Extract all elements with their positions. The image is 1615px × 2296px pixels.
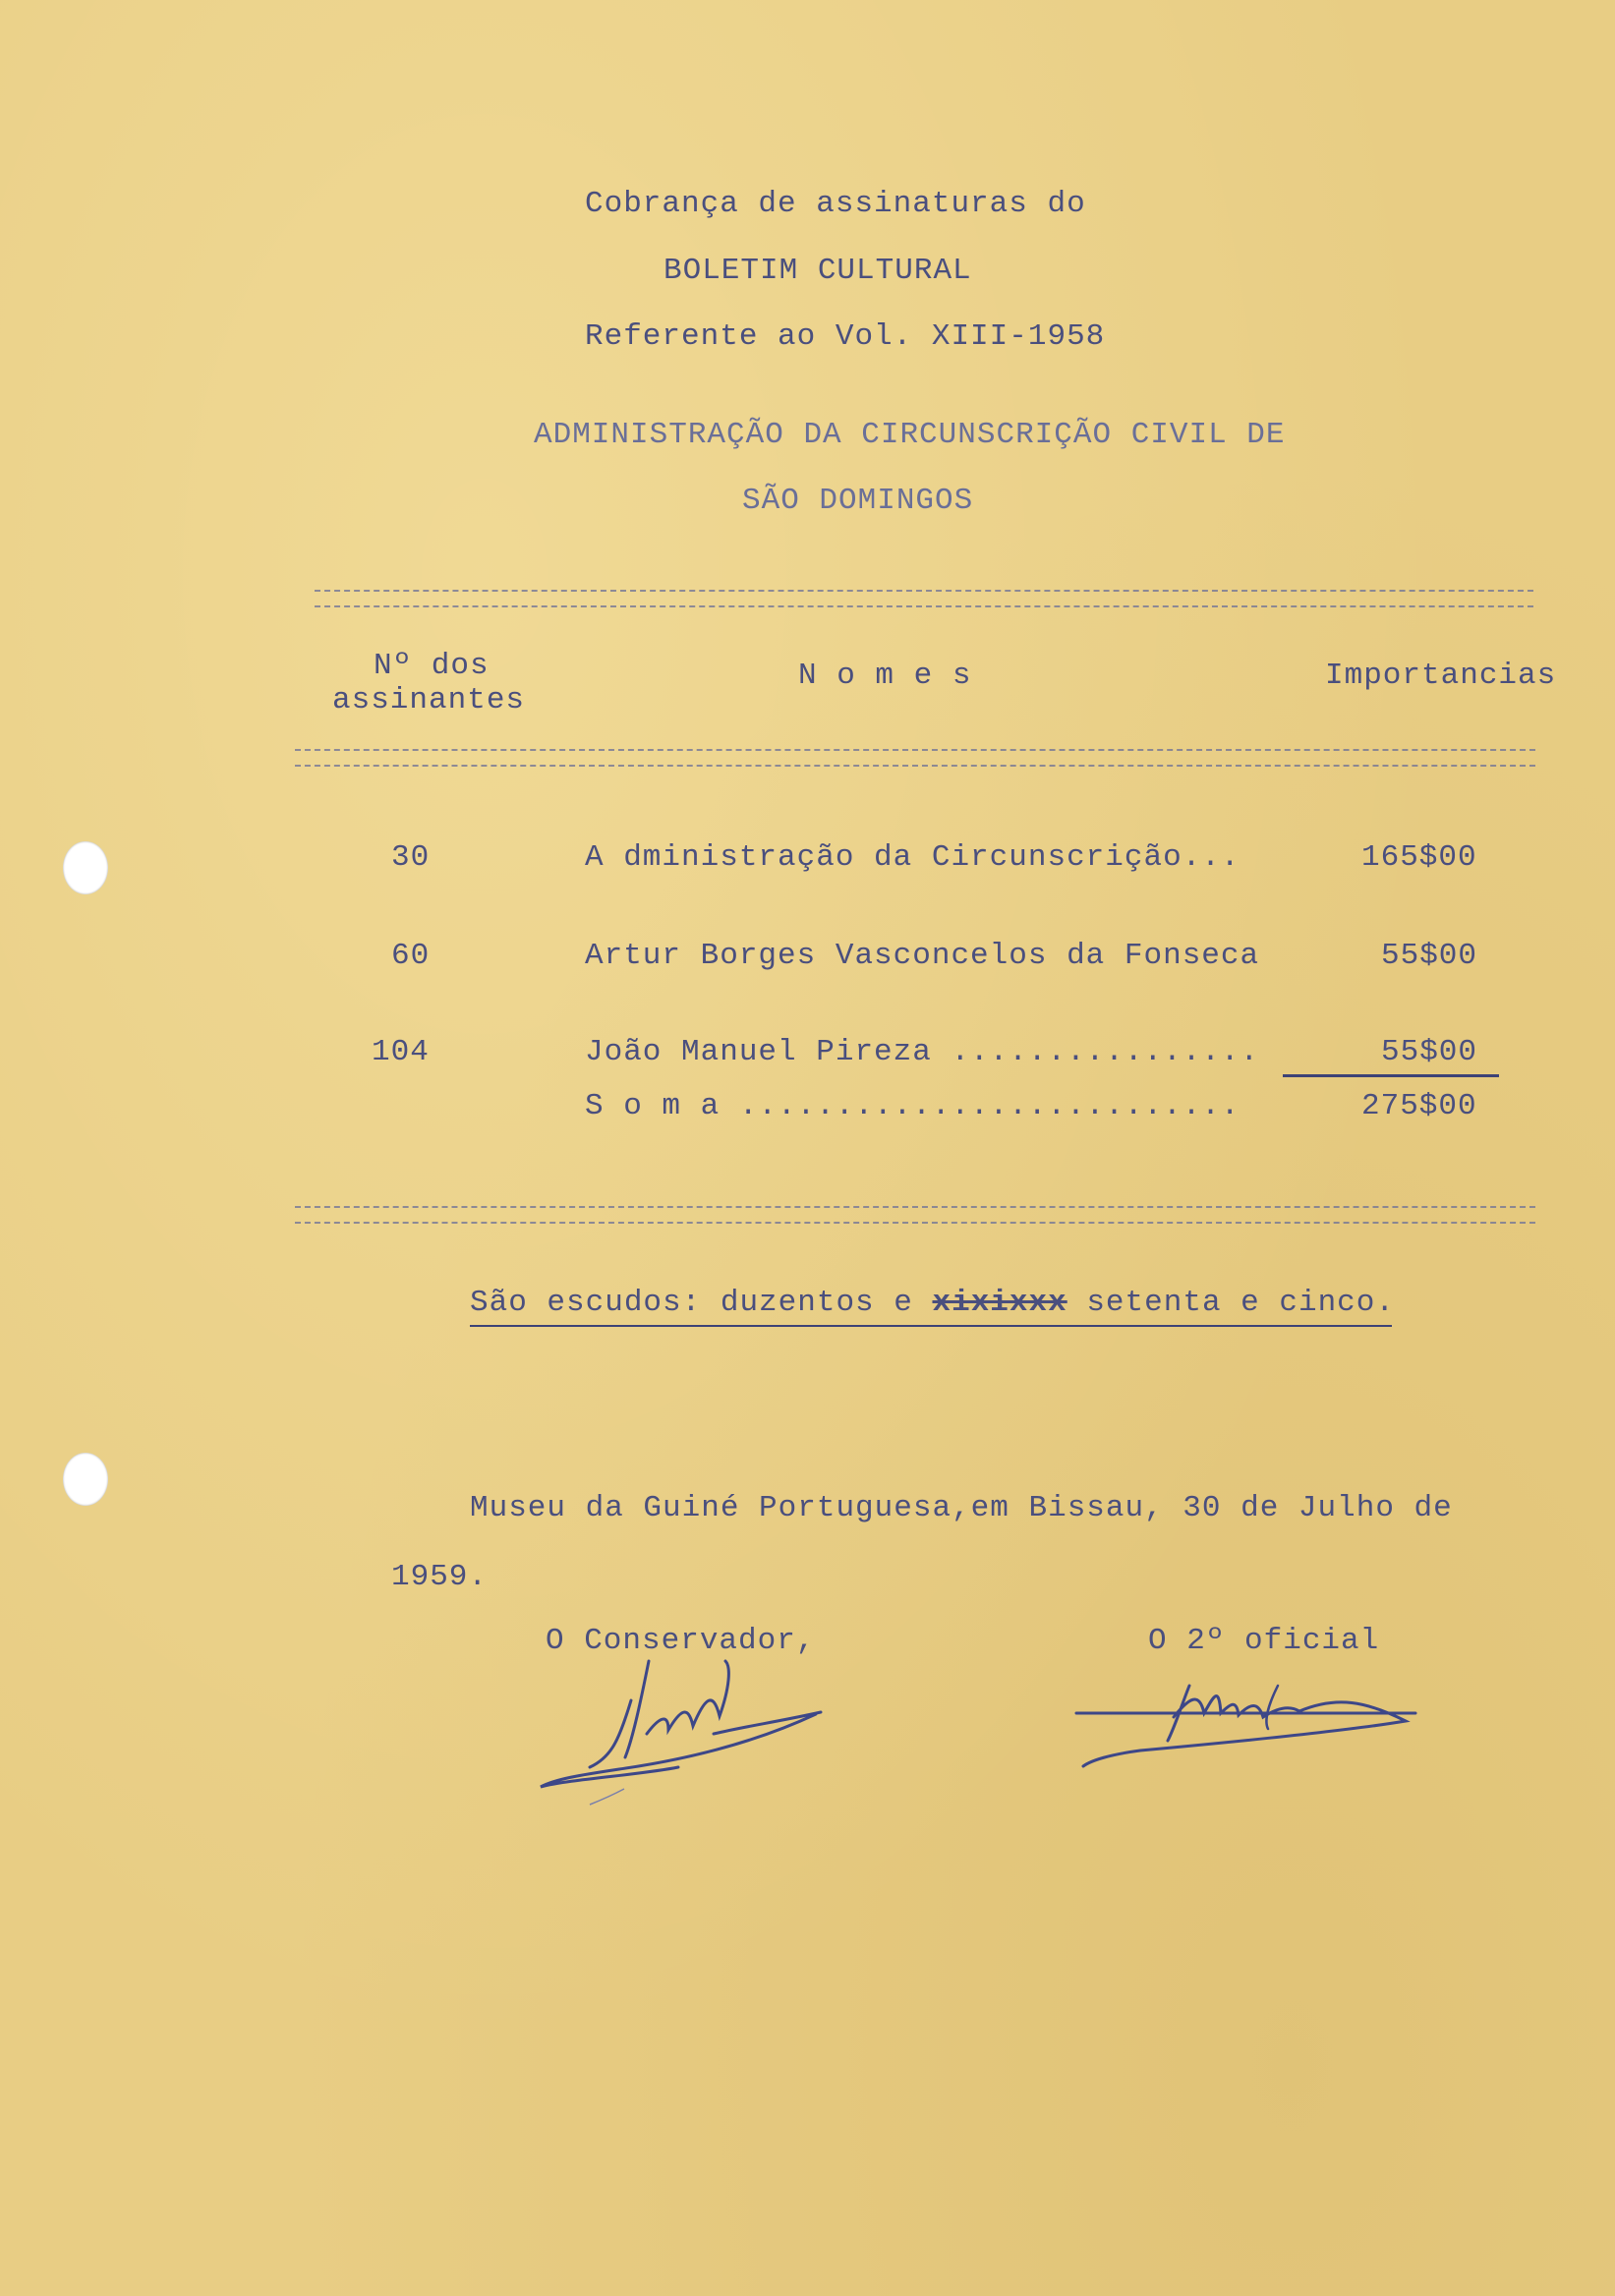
row-number: 60 — [391, 939, 431, 973]
row-number: 104 — [372, 1035, 430, 1069]
separator-header — [295, 749, 1535, 767]
right-signature-scribble — [1071, 1656, 1425, 1784]
row-name: Artur Borges Vasconcelos da Fonseca — [585, 939, 1260, 973]
row-name: A dministração da Circunscrição... — [585, 840, 1240, 875]
row-name: João Manuel Pireza ................ — [585, 1035, 1260, 1069]
header-line-2: BOLETIM CULTURAL — [663, 254, 972, 288]
total-underline — [1283, 1074, 1499, 1077]
total-amount: 275$00 — [1361, 1089, 1477, 1123]
row-amount: 55$00 — [1381, 939, 1478, 973]
punch-hole-top — [63, 841, 108, 894]
amount-words-part-2: setenta e cinco. — [1086, 1286, 1395, 1320]
amount-words-struck: xixixxx — [932, 1286, 1067, 1320]
header-line-3: Referente ao Vol. XIII-1958 — [585, 319, 1106, 354]
col-header-amount: Importancias — [1325, 659, 1557, 693]
col-header-number-1: Nº dos — [374, 649, 490, 683]
separator-bottom — [295, 1206, 1535, 1224]
row-amount: 55$00 — [1381, 1035, 1478, 1069]
left-signature-scribble — [531, 1632, 826, 1808]
row-amount: 165$00 — [1361, 840, 1477, 875]
amount-in-words — [470, 1286, 1395, 1320]
right-signature-title: O 2º oficial — [1148, 1624, 1380, 1658]
punch-hole-bottom — [63, 1453, 108, 1506]
date-year: 1959. — [391, 1560, 489, 1594]
row-number: 30 — [391, 840, 431, 875]
col-header-names: N o m e s — [798, 659, 972, 693]
total-label: S o m a .......................... — [585, 1089, 1240, 1123]
left-signature-title: O Conservador, — [546, 1624, 816, 1658]
header-line-4: ADMINISTRAÇÃO DA CIRCUNSCRIÇÃO CIVIL DE — [534, 418, 1286, 452]
amount-words-underline — [470, 1325, 1392, 1327]
amount-words-part-1: São escudos: duzentos e — [470, 1286, 913, 1320]
header-line-1: Cobrança de assinaturas do — [585, 187, 1086, 221]
col-header-number-2: assinantes — [332, 683, 526, 718]
place-and-date: Museu da Guiné Portuguesa,em Bissau, 30 de Julho de — [470, 1491, 1453, 1525]
separator-top — [315, 590, 1533, 607]
header-line-5: SÃO DOMINGOS — [742, 484, 974, 518]
